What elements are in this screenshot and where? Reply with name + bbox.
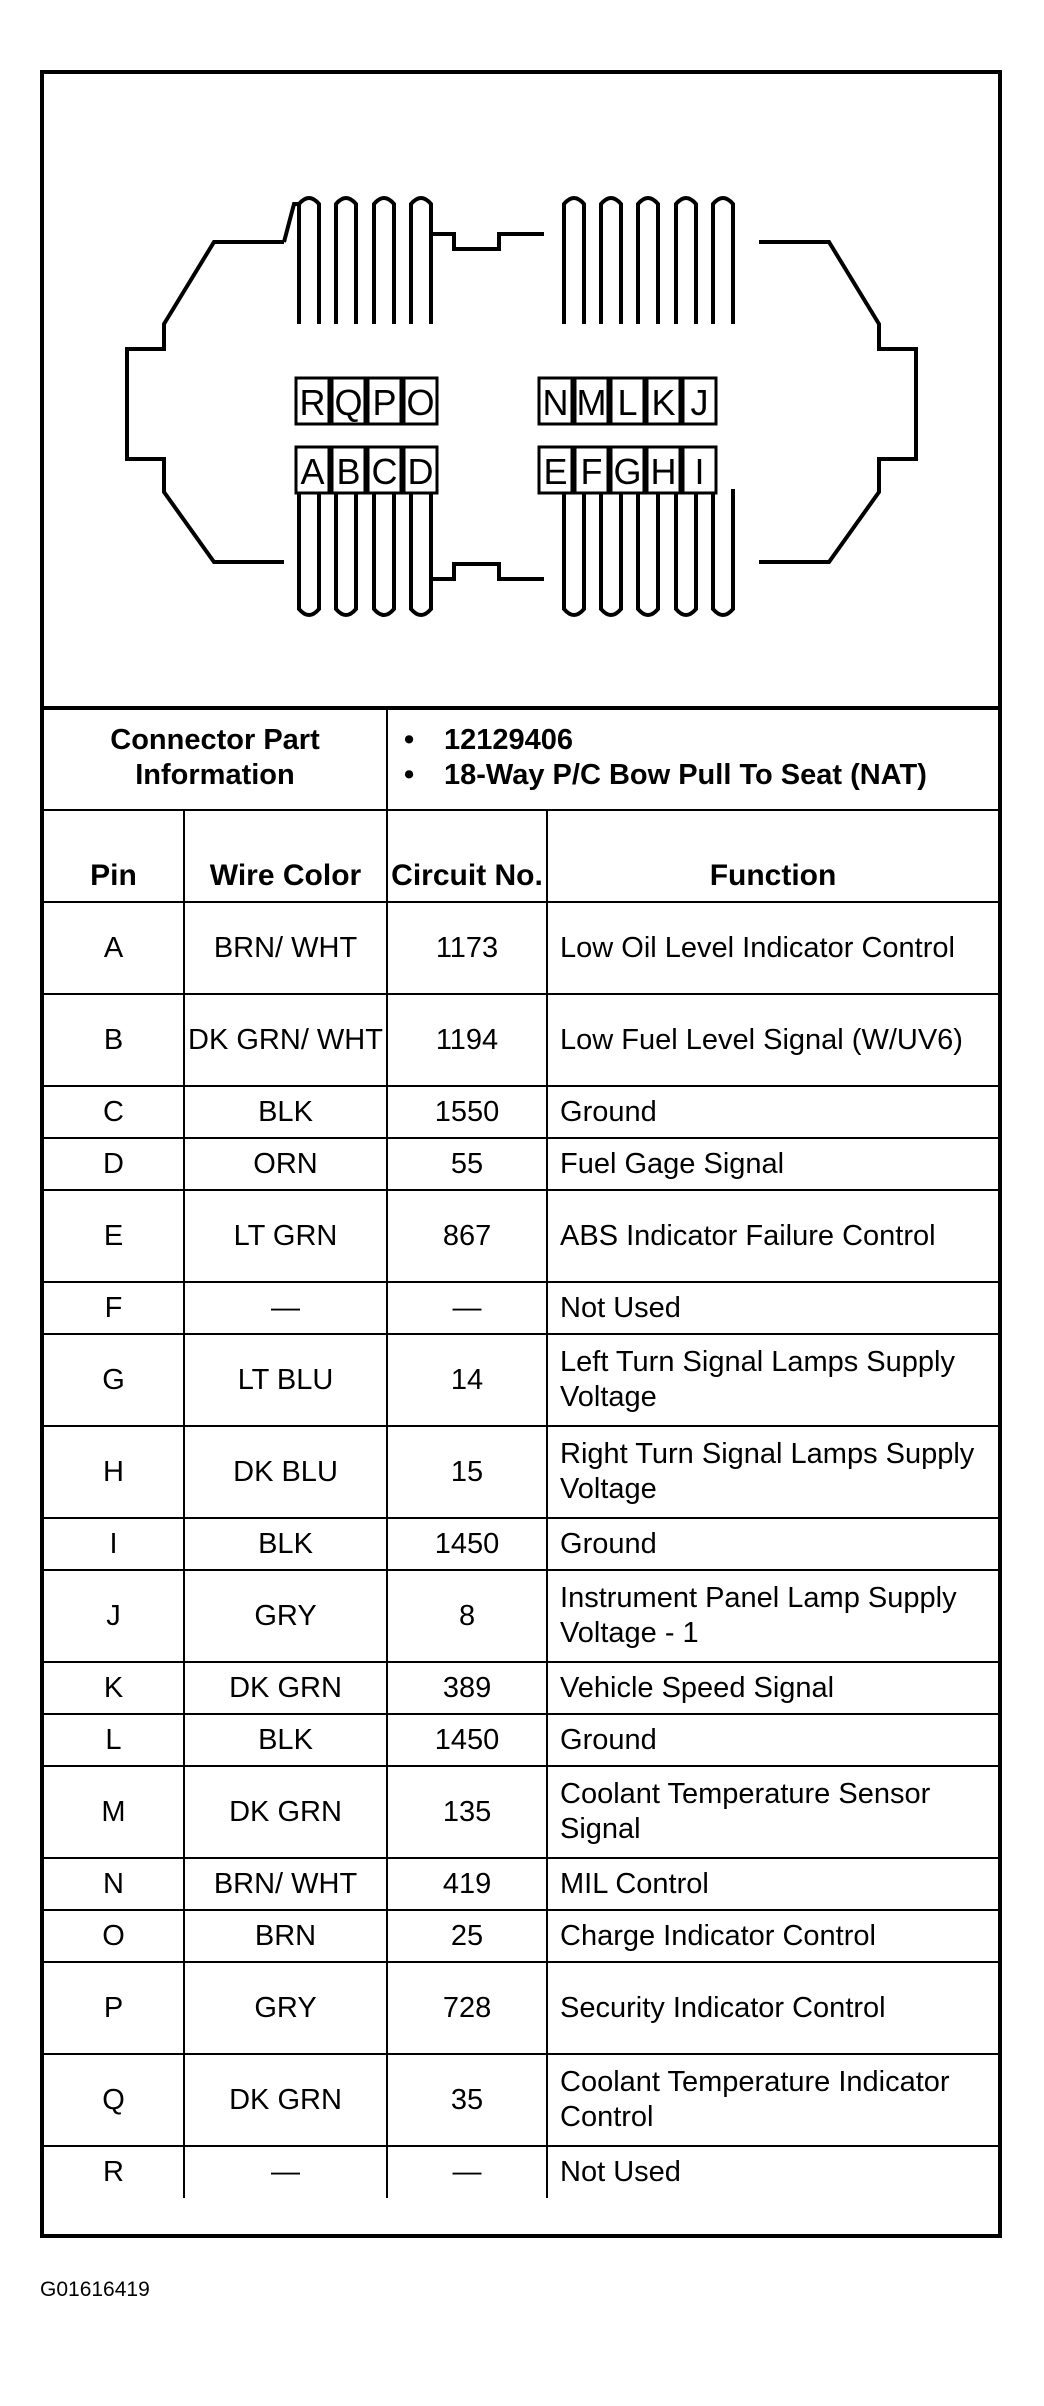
- wire-color-cell: LT GRN: [184, 1190, 387, 1282]
- wire-color-cell: DK GRN/ WHT: [184, 994, 387, 1086]
- pin-label: D: [407, 451, 434, 492]
- wire-color-column-header: Wire Color: [184, 810, 387, 902]
- pin-label: H: [650, 451, 677, 492]
- function-cell: Coolant Temperature Sensor Signal: [547, 1766, 998, 1858]
- pin-cell: A: [44, 902, 184, 994]
- table-row: [44, 1334, 998, 1426]
- circuit-no-cell: 35: [387, 2054, 547, 2146]
- wire-color-cell: BRN: [184, 1910, 387, 1962]
- pin-cell: K: [44, 1662, 184, 1714]
- pin-c: [368, 447, 401, 493]
- pin-n: [539, 378, 572, 424]
- pin-label: I: [694, 451, 705, 492]
- function-cell: Coolant Temperature Indicator Control: [547, 2054, 998, 2146]
- rib-bottom: [676, 489, 696, 615]
- pin-cell: I: [44, 1518, 184, 1570]
- wire-color-cell: DK GRN: [184, 1766, 387, 1858]
- circuit-no-cell: 419: [387, 1858, 547, 1910]
- part-info-item: • 18-Way P/C Bow Pull To Seat (NAT): [404, 758, 927, 791]
- circuit-no-cell: 15: [387, 1426, 547, 1518]
- function-cell: Fuel Gage Signal: [547, 1138, 998, 1190]
- function-cell: Security Indicator Control: [547, 1962, 998, 2054]
- rib-top: [564, 198, 584, 324]
- bottom-ribs: [299, 489, 733, 615]
- pin-m: [575, 378, 608, 424]
- pin-j: [683, 378, 716, 424]
- connector-part-info-values: [387, 706, 998, 810]
- wire-color-cell: BRN/ WHT: [184, 902, 387, 994]
- pin-f: [575, 447, 608, 493]
- pin-cell: J: [44, 1570, 184, 1662]
- function-cell: Not Used: [547, 1282, 998, 1334]
- pin-label: P: [372, 382, 397, 423]
- table-row: [44, 1190, 998, 1282]
- pin-label: B: [336, 451, 361, 492]
- wire-color-cell: GRY: [184, 1962, 387, 2054]
- table-row: [44, 1662, 998, 1714]
- function-cell: Ground: [547, 1714, 998, 1766]
- table-row: [44, 1426, 998, 1518]
- part-info-item: • 12129406: [404, 723, 574, 756]
- pin-table: [44, 706, 998, 2198]
- pin-cell: H: [44, 1426, 184, 1518]
- rib-bottom: [374, 489, 394, 615]
- connector-sheet: [40, 70, 1002, 2238]
- wire-color-cell: BLK: [184, 1086, 387, 1138]
- wire-color-cell: GRY: [184, 1570, 387, 1662]
- pin-label: M: [576, 382, 607, 423]
- pin-cell: P: [44, 1962, 184, 2054]
- wire-color-cell: BRN/ WHT: [184, 1858, 387, 1910]
- pin-cell: G: [44, 1334, 184, 1426]
- function-cell: Left Turn Signal Lamps Supply Voltage: [547, 1334, 998, 1426]
- function-cell: Right Turn Signal Lamps Supply Voltage: [547, 1426, 998, 1518]
- column-header-row: [44, 810, 998, 902]
- rib-bottom: [336, 489, 356, 615]
- wire-color-cell: LT BLU: [184, 1334, 387, 1426]
- pin-p: [368, 378, 401, 424]
- table-row: [44, 1282, 998, 1334]
- table-row: [44, 2054, 998, 2146]
- circuit-no-cell: 135: [387, 1766, 547, 1858]
- pin-label: G: [613, 451, 642, 492]
- wire-color-cell: DK BLU: [184, 1426, 387, 1518]
- table-row: [44, 1858, 998, 1910]
- pin-label: A: [300, 451, 325, 492]
- connector-face-diagram: [44, 74, 998, 710]
- pin-label: C: [371, 451, 398, 492]
- pin-cell: L: [44, 1714, 184, 1766]
- pin-column-header: Pin: [44, 810, 184, 902]
- top-pin-row: [296, 378, 716, 424]
- function-cell: Low Oil Level Indicator Control: [547, 902, 998, 994]
- figure-id: G01616419: [40, 2278, 150, 2301]
- circuit-no-cell: 55: [387, 1138, 547, 1190]
- circuit-no-cell: —: [387, 2146, 547, 2198]
- circuit-no-cell: 1173: [387, 902, 547, 994]
- pin-cell: N: [44, 1858, 184, 1910]
- pin-label: F: [580, 451, 603, 492]
- part-info-row: [44, 706, 998, 810]
- circuit-no-cell: 1450: [387, 1518, 547, 1570]
- pin-q: [332, 378, 365, 424]
- function-cell: Ground: [547, 1518, 998, 1570]
- pin-cell: O: [44, 1910, 184, 1962]
- pin-a: [296, 447, 329, 493]
- pin-l: [611, 378, 644, 424]
- pin-label: J: [690, 382, 709, 423]
- pin-cell: Q: [44, 2054, 184, 2146]
- pin-cell: B: [44, 994, 184, 1086]
- function-cell: MIL Control: [547, 1858, 998, 1910]
- pin-g: [611, 447, 644, 493]
- pin-cell: E: [44, 1190, 184, 1282]
- circuit-no-cell: 867: [387, 1190, 547, 1282]
- wire-color-cell: DK GRN: [184, 1662, 387, 1714]
- pin-b: [332, 447, 365, 493]
- function-cell: Charge Indicator Control: [547, 1910, 998, 1962]
- circuit-no-cell: 1450: [387, 1714, 547, 1766]
- connector-part-info-label: Connector Part Information: [44, 706, 387, 810]
- rib-bottom: [411, 489, 431, 615]
- rib-top: [676, 198, 696, 324]
- function-cell: Instrument Panel Lamp Supply Voltage - 1: [547, 1570, 998, 1662]
- table-row: [44, 1086, 998, 1138]
- table-row: [44, 1138, 998, 1190]
- wire-color-cell: ORN: [184, 1138, 387, 1190]
- pin-i: [683, 447, 716, 493]
- function-cell: Vehicle Speed Signal: [547, 1662, 998, 1714]
- rib-top: [638, 198, 658, 324]
- center-notch-top: [431, 234, 544, 249]
- circuit-no-cell: 1194: [387, 994, 547, 1086]
- circuit-no-cell: 389: [387, 1662, 547, 1714]
- wire-color-cell: BLK: [184, 1518, 387, 1570]
- table-row: [44, 2146, 998, 2198]
- wire-color-cell: —: [184, 1282, 387, 1334]
- rib-top: [601, 198, 621, 324]
- pin-label: K: [651, 382, 676, 423]
- pin-r: [296, 378, 329, 424]
- pin-cell: C: [44, 1086, 184, 1138]
- top-ribs: [299, 198, 733, 324]
- circuit-no-cell: 8: [387, 1570, 547, 1662]
- pin-k: [647, 378, 680, 424]
- wire-color-cell: DK GRN: [184, 2054, 387, 2146]
- pin-e: [539, 447, 572, 493]
- table-row: [44, 1714, 998, 1766]
- circuit-no-cell: 25: [387, 1910, 547, 1962]
- rib-top: [299, 198, 319, 324]
- rib-bottom: [564, 489, 584, 615]
- function-cell: Ground: [547, 1086, 998, 1138]
- pin-label: R: [299, 382, 326, 423]
- function-cell: ABS Indicator Failure Control: [547, 1190, 998, 1282]
- table-row: [44, 1570, 998, 1662]
- bottom-pin-row: [296, 447, 716, 493]
- table-row: [44, 1766, 998, 1858]
- rib-bottom: [638, 489, 658, 615]
- table-row: [44, 994, 998, 1086]
- pin-label: O: [406, 382, 435, 423]
- circuit-no-column-header: Circuit No.: [387, 810, 547, 902]
- rib-top: [713, 198, 733, 324]
- pin-cell: R: [44, 2146, 184, 2198]
- pin-label: L: [617, 382, 638, 423]
- function-column-header: Function: [547, 810, 998, 902]
- rib-bottom: [299, 489, 319, 615]
- rib-bottom: [713, 489, 733, 615]
- circuit-no-cell: —: [387, 1282, 547, 1334]
- table-row: [44, 1910, 998, 1962]
- wire-color-cell: —: [184, 2146, 387, 2198]
- rib-top: [374, 198, 394, 324]
- pin-label: Q: [334, 382, 363, 423]
- pin-label: E: [543, 451, 568, 492]
- circuit-no-cell: 1550: [387, 1086, 547, 1138]
- wire-color-cell: BLK: [184, 1714, 387, 1766]
- function-cell: Low Fuel Level Signal (W/UV6): [547, 994, 998, 1086]
- table-row: [44, 902, 998, 994]
- pin-o: [404, 378, 437, 424]
- pin-cell: M: [44, 1766, 184, 1858]
- pin-cell: D: [44, 1138, 184, 1190]
- circuit-no-cell: 728: [387, 1962, 547, 2054]
- circuit-no-cell: 14: [387, 1334, 547, 1426]
- rib-bottom: [601, 489, 621, 615]
- table-row: [44, 1962, 998, 2054]
- pin-label: N: [542, 382, 569, 423]
- rib-top: [411, 198, 431, 324]
- connector-drawing: [44, 74, 998, 706]
- pin-h: [647, 447, 680, 493]
- pin-d: [404, 447, 437, 493]
- center-notch-bottom: [431, 564, 544, 579]
- pin-cell: F: [44, 1282, 184, 1334]
- function-cell: Not Used: [547, 2146, 998, 2198]
- rib-top: [336, 198, 356, 324]
- table-row: [44, 1518, 998, 1570]
